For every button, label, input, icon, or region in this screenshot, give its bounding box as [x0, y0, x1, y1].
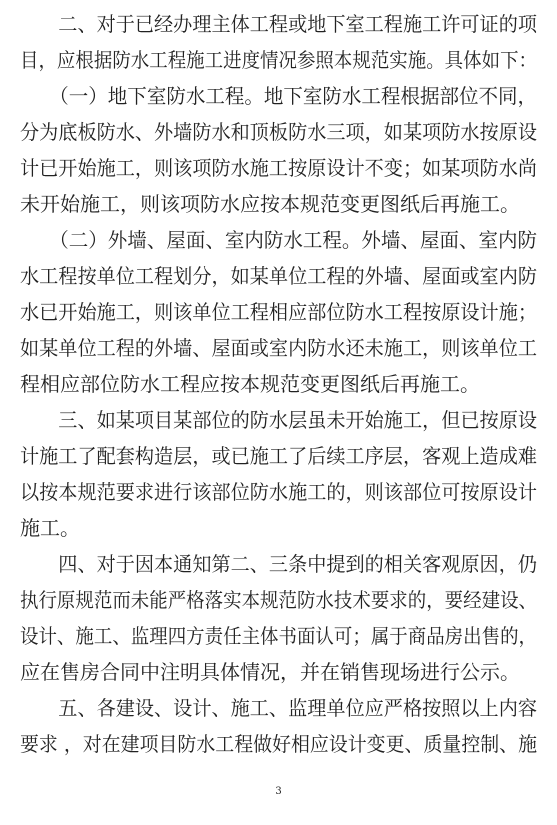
text-line-18: 设计、施工、监理四方责任主体书面认可；属于商品房出售的， [20, 624, 537, 648]
text-line-1: 二、对于已经办理主体工程或地下室工程施工许可证的项 [20, 12, 537, 36]
text-line-10: 如某单位工程的外墙、屋面或室内防水还未施工，则该单位工 [20, 336, 537, 360]
text-line-11: 程相应部位防水工程应按本规范变更图纸后再施工。 [20, 372, 480, 396]
text-line-13: 计施工了配套构造层，或已施工了后续工序层，客观上造成难 [20, 444, 537, 468]
text-line-14: 以按本规范要求进行该部位防水施工的，则该部位可按原设计 [20, 480, 537, 504]
text-line-21: 要求 ，对在建项目防水工程做好相应设计变更、质量控制、施 [20, 732, 538, 756]
text-line-20: 五、各建设、设计、施工、监理单位应严格按照以上内容 [20, 696, 537, 720]
text-line-6: 未开始施工，则该项防水应按本规范变更图纸后再施工。 [20, 192, 520, 216]
page-number: 3 [275, 786, 282, 797]
text-line-19: 应在售房合同中注明具体情况，并在销售现场进行公示。 [20, 660, 520, 684]
text-line-9: 水已开始施工，则该单位工程相应部位防水工程按原设计施； [20, 300, 537, 324]
text-line-17: 执行原规范而未能严格落实本规范防水技术要求的，要经建设、 [20, 588, 537, 612]
text-line-7: （二）外墙、屋面、室内防水工程。外墙、屋面、室内防 [20, 228, 538, 252]
text-line-2: 目，应根据防水工程施工进度情况参照本规范实施。具体如下： [20, 48, 537, 72]
text-line-16: 四、对于因本通知第二、三条中提到的相关客观原因，仍 [20, 552, 537, 576]
text-line-12: 三、如某项目某部位的防水层虽未开始施工，但已按原设 [20, 408, 537, 432]
text-line-15: 施工。 [20, 516, 80, 540]
text-line-5: 计已开始施工，则该项防水施工按原设计不变；如某项防水尚 [20, 156, 537, 180]
text-line-3: （一）地下室防水工程。地下室防水工程根据部位不同， [20, 84, 538, 108]
text-line-4: 分为底板防水、外墙防水和顶板防水三项，如某项防水按原设 [20, 120, 537, 144]
text-line-8: 水工程按单位工程划分，如某单位工程的外墙、屋面或室内防 [20, 264, 537, 288]
